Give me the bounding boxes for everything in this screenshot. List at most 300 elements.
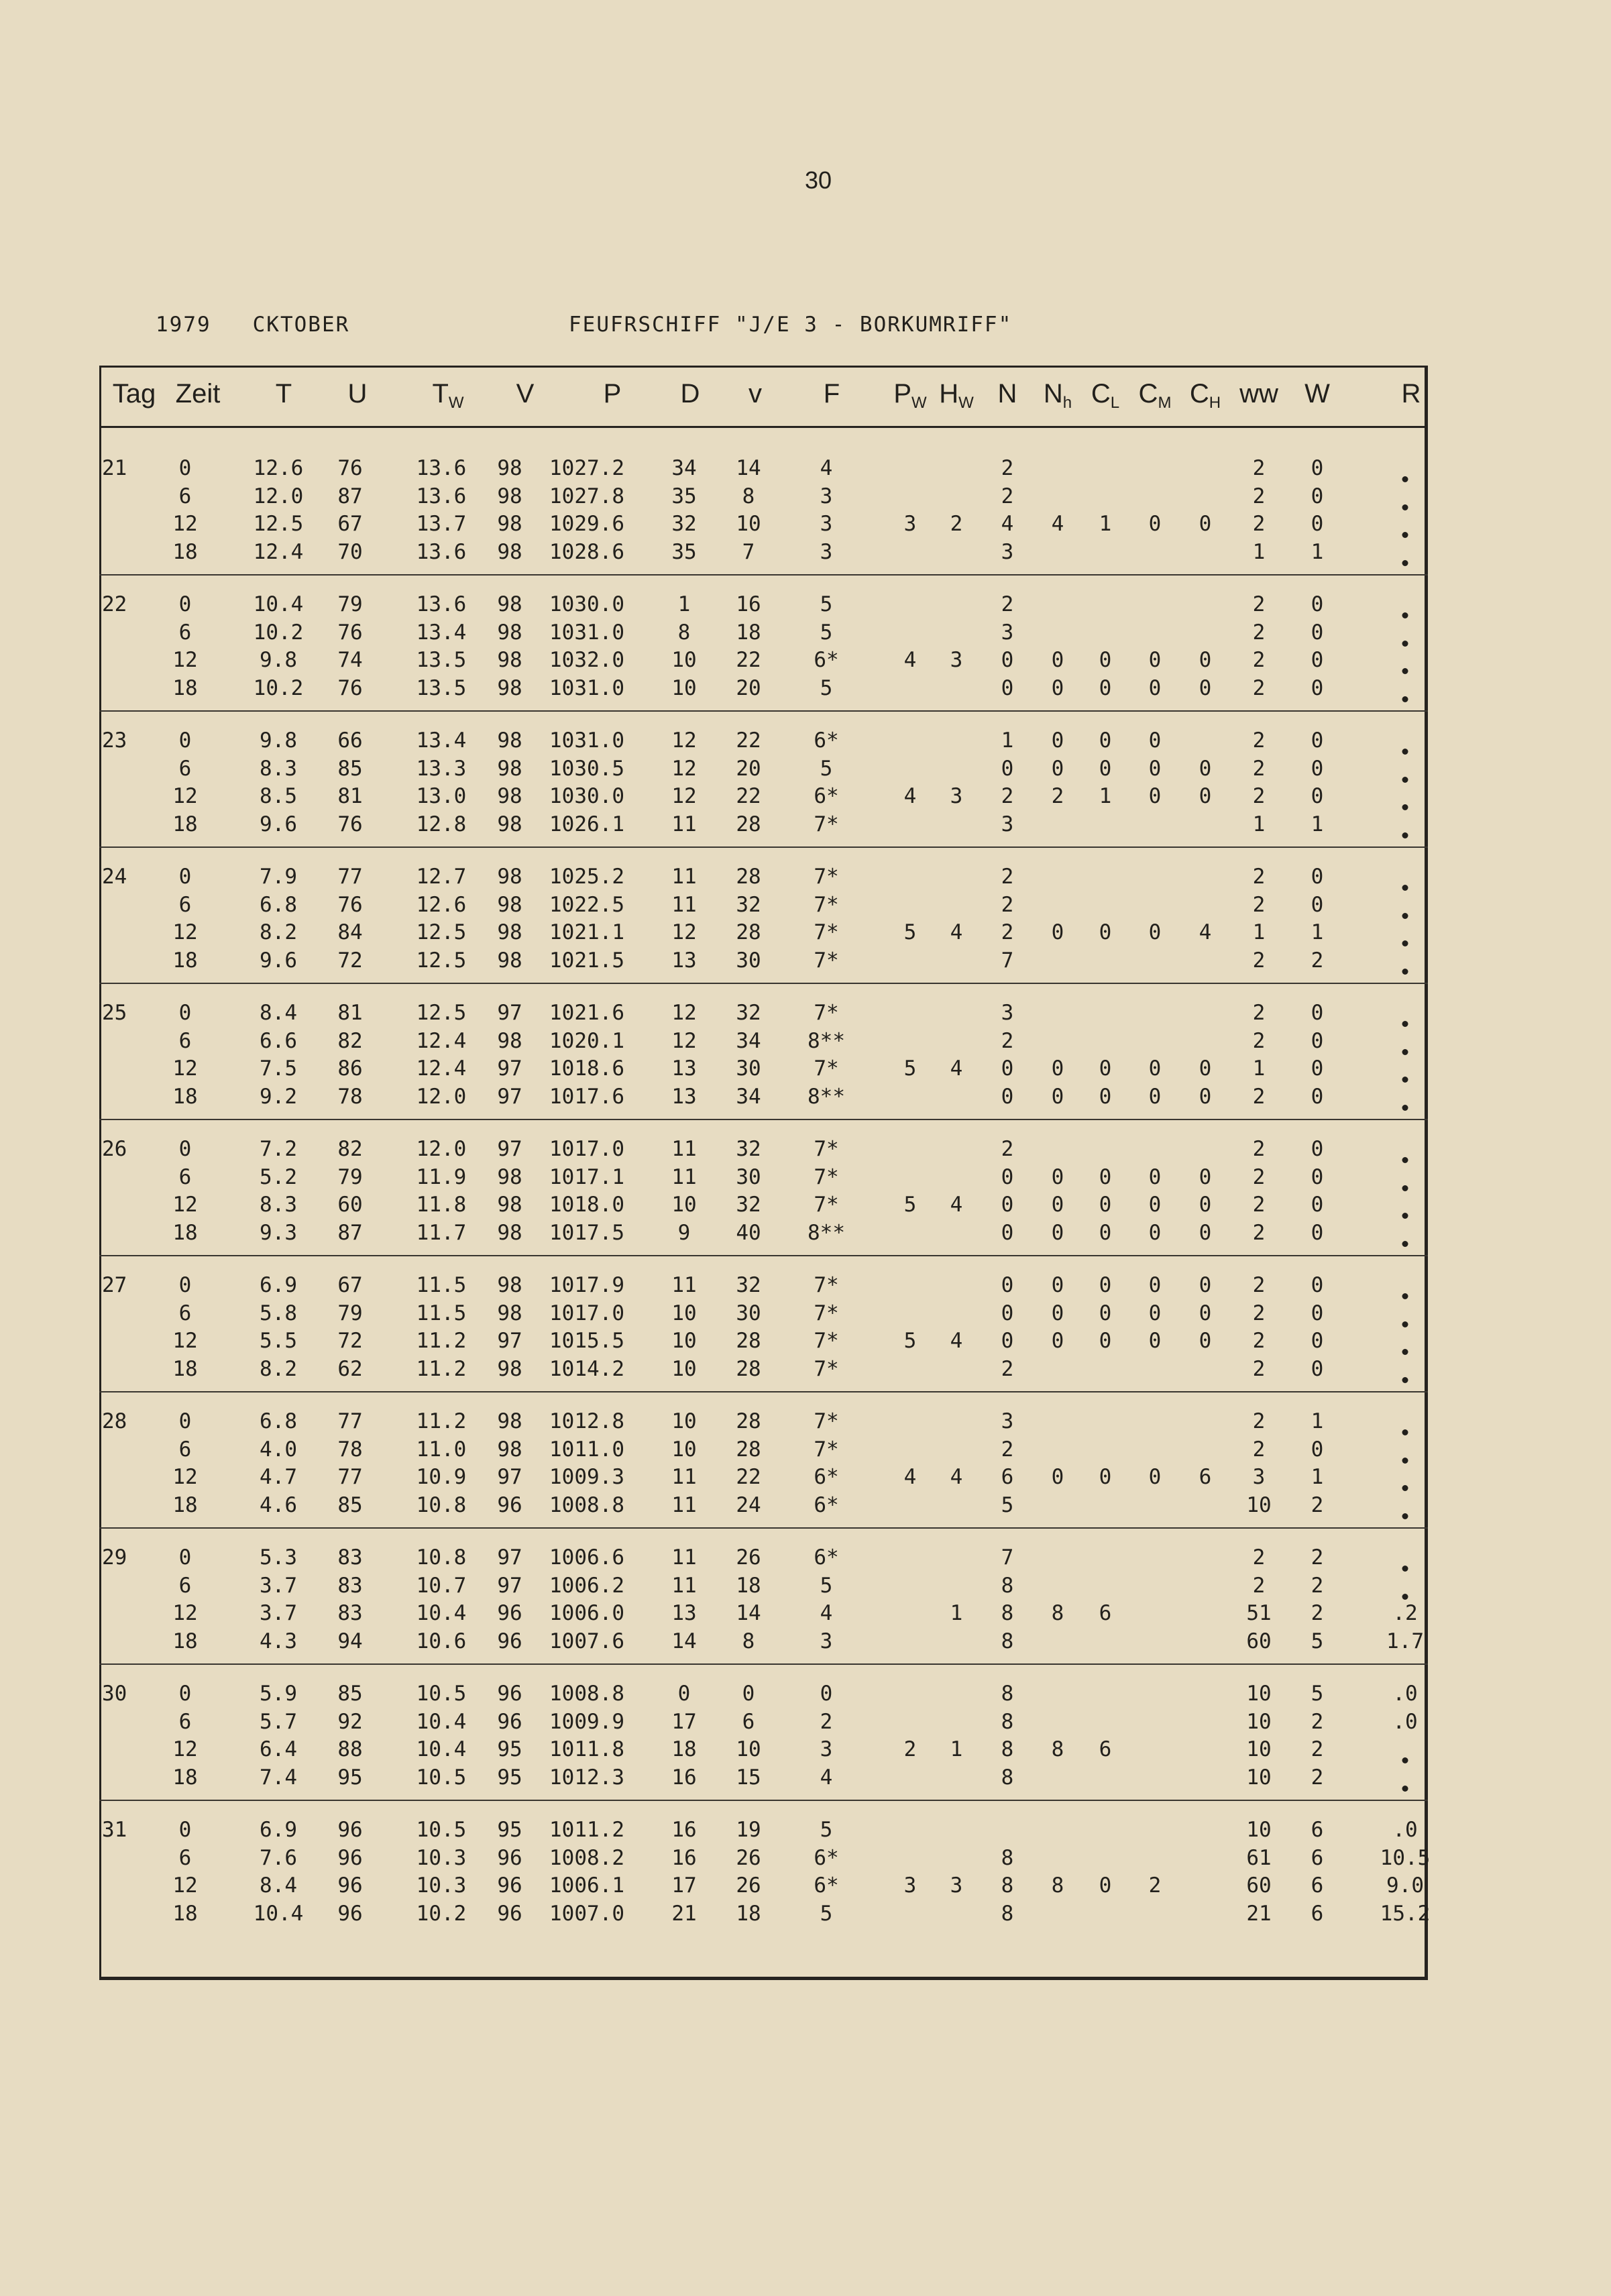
cell-u: 96 xyxy=(337,1818,363,1842)
cell-n: 2 xyxy=(1001,920,1014,944)
day-separator xyxy=(99,1527,1428,1529)
cell-cm: 0 xyxy=(1148,1220,1162,1245)
cell-u: 76 xyxy=(337,456,363,480)
cell-d: 11 xyxy=(671,1545,697,1570)
cell-f: 7* xyxy=(814,1273,839,1297)
cell-p: 1027.8 xyxy=(549,484,624,508)
cell-cl: 0 xyxy=(1099,1329,1112,1353)
cell-w: 0 xyxy=(1311,892,1324,917)
cell-nh: 0 xyxy=(1051,1164,1064,1189)
cell-tw: 10.5 xyxy=(416,1765,467,1790)
precip-trace-dot xyxy=(1402,749,1408,755)
cell-d: 1 xyxy=(677,592,691,616)
cell-t: 9.6 xyxy=(260,812,297,836)
cell-v: 98 xyxy=(497,892,522,917)
cell-p: 1007.6 xyxy=(549,1629,624,1653)
cell-n: 2 xyxy=(1001,1437,1014,1462)
day-separator xyxy=(99,574,1428,576)
cell-zeit: 6 xyxy=(178,1437,192,1462)
cell-ww: 2 xyxy=(1252,484,1266,508)
cell-tw: 11.5 xyxy=(416,1301,467,1325)
cell-n: 3 xyxy=(1001,1409,1014,1433)
cell-t: 6.8 xyxy=(260,892,297,917)
cell-u: 76 xyxy=(337,620,363,645)
cell-cm: 0 xyxy=(1148,1273,1162,1297)
column-header-ch: $C_H$ xyxy=(1189,379,1221,412)
day-separator xyxy=(99,983,1428,984)
cell-tw: 13.7 xyxy=(416,512,467,536)
cell-v: 26 xyxy=(736,1545,761,1570)
precip-trace-dot xyxy=(1402,1429,1408,1435)
cell-zeit: 18 xyxy=(172,812,198,836)
cell-d: 35 xyxy=(671,484,697,508)
cell-u: 87 xyxy=(337,484,363,508)
cell-v: 98 xyxy=(497,1193,522,1217)
cell-t: 12.5 xyxy=(253,512,304,536)
cell-n: 2 xyxy=(1001,484,1014,508)
cell-v: 98 xyxy=(497,728,522,753)
column-header-zeit: Zeit xyxy=(175,379,221,408)
cell-cm: 0 xyxy=(1148,512,1162,536)
cell-p: 1007.0 xyxy=(549,1901,624,1926)
precip-trace-dot xyxy=(1402,1185,1408,1191)
cell-tw: 12.5 xyxy=(416,1001,467,1025)
cell-d: 11 xyxy=(671,1164,697,1189)
cell-ch: 0 xyxy=(1199,756,1212,781)
cell-u: 96 xyxy=(337,1901,363,1926)
cell-zeit: 12 xyxy=(172,1329,198,1353)
precip-trace-dot xyxy=(1402,641,1408,647)
cell-v: 97 xyxy=(497,1573,522,1598)
cell-p: 1018.0 xyxy=(549,1193,624,1217)
cell-t: 9.8 xyxy=(260,728,297,753)
column-header-cl: $C_L$ xyxy=(1091,379,1120,412)
cell-u: 83 xyxy=(337,1601,363,1625)
cell-v: 26 xyxy=(736,1873,761,1898)
precip-trace-dot xyxy=(1402,804,1408,810)
cell-zeit: 0 xyxy=(178,1818,192,1842)
cell-d: 12 xyxy=(671,920,697,944)
cell-cm: 0 xyxy=(1148,1084,1162,1109)
cell-zeit: 12 xyxy=(172,1601,198,1625)
cell-hw: 3 xyxy=(950,784,963,808)
cell-v: 96 xyxy=(497,1873,522,1898)
cell-r: .2 xyxy=(1392,1601,1418,1625)
precip-trace-dot xyxy=(1402,668,1408,674)
cell-w: 0 xyxy=(1311,1193,1324,1217)
cell-ww: 1 xyxy=(1252,539,1266,564)
cell-f: 5 xyxy=(820,620,833,645)
cell-v: 28 xyxy=(736,920,761,944)
cell-t: 5.2 xyxy=(260,1164,297,1189)
cell-t: 5.8 xyxy=(260,1301,297,1325)
precip-trace-dot xyxy=(1402,1105,1408,1111)
cell-tw: 13.6 xyxy=(416,484,467,508)
cell-n: 3 xyxy=(1001,620,1014,645)
precip-trace-dot xyxy=(1402,1786,1408,1792)
cell-f: 3 xyxy=(820,539,833,564)
cell-v: 98 xyxy=(497,620,522,645)
cell-t: 7.4 xyxy=(260,1765,297,1790)
cell-cl: 6 xyxy=(1099,1737,1112,1761)
cell-v: 28 xyxy=(736,865,761,889)
cell-tw: 12.4 xyxy=(416,1028,467,1053)
cell-v: 95 xyxy=(497,1818,522,1842)
cell-u: 72 xyxy=(337,948,363,973)
cell-u: 67 xyxy=(337,1273,363,1297)
cell-v: 97 xyxy=(497,1056,522,1081)
cell-v: 28 xyxy=(736,1409,761,1433)
cell-ww: 2 xyxy=(1252,1356,1266,1381)
cell-nh: 0 xyxy=(1051,1301,1064,1325)
cell-pw: 4 xyxy=(903,1465,917,1489)
cell-pw: 2 xyxy=(903,1737,917,1761)
cell-ww: 2 xyxy=(1252,1164,1266,1189)
cell-d: 32 xyxy=(671,512,697,536)
cell-u: 86 xyxy=(337,1056,363,1081)
cell-ww: 2 xyxy=(1252,1329,1266,1353)
cell-t: 9.8 xyxy=(260,648,297,672)
cell-ww: 2 xyxy=(1252,675,1266,700)
cell-zeit: 0 xyxy=(178,456,192,480)
cell-tw: 11.2 xyxy=(416,1356,467,1381)
cell-v: 15 xyxy=(736,1765,761,1790)
cell-ww: 2 xyxy=(1252,728,1266,753)
cell-nh: 4 xyxy=(1051,512,1064,536)
cell-tw: 10.9 xyxy=(416,1465,467,1489)
cell-ww: 2 xyxy=(1252,1437,1266,1462)
precip-trace-dot xyxy=(1402,696,1408,702)
cell-p: 1017.0 xyxy=(549,1301,624,1325)
cell-f: 5 xyxy=(820,756,833,781)
cell-n: 8 xyxy=(1001,1573,1014,1598)
cell-cm: 0 xyxy=(1148,1301,1162,1325)
cell-cl: 0 xyxy=(1099,1273,1112,1297)
cell-nh: 2 xyxy=(1051,784,1064,808)
cell-p: 1008.8 xyxy=(549,1682,624,1706)
cell-t: 8.5 xyxy=(260,784,297,808)
cell-t: 8.2 xyxy=(260,1356,297,1381)
precip-trace-dot xyxy=(1402,1321,1408,1327)
cell-v: 97 xyxy=(497,1137,522,1161)
cell-hw: 1 xyxy=(950,1601,963,1625)
cell-ch: 0 xyxy=(1199,1084,1212,1109)
precip-trace-dot xyxy=(1402,1377,1408,1383)
cell-nh: 0 xyxy=(1051,1220,1064,1245)
cell-w: 0 xyxy=(1311,728,1324,753)
precip-trace-dot xyxy=(1402,1049,1408,1055)
cell-p: 1030.0 xyxy=(549,592,624,616)
cell-p: 1011.8 xyxy=(549,1737,624,1761)
cell-n: 8 xyxy=(1001,1601,1014,1625)
cell-n: 7 xyxy=(1001,1545,1014,1570)
cell-zeit: 6 xyxy=(178,1301,192,1325)
cell-n: 2 xyxy=(1001,1356,1014,1381)
cell-ch: 4 xyxy=(1199,920,1212,944)
cell-f: 2 xyxy=(820,1709,833,1734)
cell-u: 79 xyxy=(337,1301,363,1325)
cell-zeit: 0 xyxy=(178,728,192,753)
cell-ww: 10 xyxy=(1246,1737,1272,1761)
cell-p: 1006.1 xyxy=(549,1873,624,1898)
cell-f: 3 xyxy=(820,1629,833,1653)
cell-cl: 0 xyxy=(1099,920,1112,944)
cell-cl: 0 xyxy=(1099,675,1112,700)
cell-r: .0 xyxy=(1392,1709,1418,1734)
cell-ch: 0 xyxy=(1199,1329,1212,1353)
cell-w: 0 xyxy=(1311,756,1324,781)
cell-ch: 0 xyxy=(1199,784,1212,808)
cell-tw: 10.5 xyxy=(416,1682,467,1706)
cell-f: 3 xyxy=(820,1737,833,1761)
cell-ww: 2 xyxy=(1252,1137,1266,1161)
cell-u: 82 xyxy=(337,1028,363,1053)
column-header-n: N xyxy=(997,379,1017,408)
cell-ww: 2 xyxy=(1252,1001,1266,1025)
cell-u: 95 xyxy=(337,1765,363,1790)
cell-w: 1 xyxy=(1311,1465,1324,1489)
cell-t: 6.9 xyxy=(260,1818,297,1842)
cell-w: 6 xyxy=(1311,1818,1324,1842)
cell-f: 7* xyxy=(814,920,839,944)
cell-r: 15.2 xyxy=(1380,1901,1431,1926)
cell-u: 96 xyxy=(337,1845,363,1870)
cell-cl: 0 xyxy=(1099,1220,1112,1245)
cell-v: 22 xyxy=(736,728,761,753)
cell-zeit: 0 xyxy=(178,1001,192,1025)
cell-d: 11 xyxy=(671,1465,697,1489)
cell-zeit: 18 xyxy=(172,539,198,564)
cell-ch: 0 xyxy=(1199,1273,1212,1297)
cell-ww: 21 xyxy=(1246,1901,1272,1926)
cell-v: 98 xyxy=(497,1437,522,1462)
cell-d: 21 xyxy=(671,1901,697,1926)
cell-tw: 11.2 xyxy=(416,1409,467,1433)
cell-v: 30 xyxy=(736,1164,761,1189)
day-separator xyxy=(99,1663,1428,1665)
cell-ww: 2 xyxy=(1252,1573,1266,1598)
cell-d: 11 xyxy=(671,1137,697,1161)
cell-u: 92 xyxy=(337,1709,363,1734)
cell-u: 77 xyxy=(337,1409,363,1433)
cell-d: 11 xyxy=(671,892,697,917)
cell-d: 11 xyxy=(671,812,697,836)
cell-hw: 4 xyxy=(950,1329,963,1353)
cell-ww: 1 xyxy=(1252,812,1266,836)
cell-w: 2 xyxy=(1311,1545,1324,1570)
precip-trace-dot xyxy=(1402,832,1408,838)
cell-n: 3 xyxy=(1001,812,1014,836)
cell-u: 74 xyxy=(337,648,363,672)
precip-trace-dot xyxy=(1402,969,1408,975)
cell-t: 5.9 xyxy=(260,1682,297,1706)
cell-t: 6.4 xyxy=(260,1737,297,1761)
cell-cl: 0 xyxy=(1099,756,1112,781)
column-header-w: W xyxy=(1304,379,1330,408)
cell-v: 18 xyxy=(736,1901,761,1926)
cell-ch: 0 xyxy=(1199,1301,1212,1325)
cell-f: 7* xyxy=(814,1137,839,1161)
cell-zeit: 0 xyxy=(178,1137,192,1161)
cell-t: 12.6 xyxy=(253,456,304,480)
cell-v: 30 xyxy=(736,1056,761,1081)
day-label: 26 xyxy=(102,1137,127,1161)
cell-w: 0 xyxy=(1311,865,1324,889)
cell-tw: 13.6 xyxy=(416,592,467,616)
cell-w: 0 xyxy=(1311,1056,1324,1081)
cell-u: 85 xyxy=(337,756,363,781)
cell-n: 4 xyxy=(1001,512,1014,536)
cell-w: 1 xyxy=(1311,539,1324,564)
cell-d: 10 xyxy=(671,1356,697,1381)
page-number: 30 xyxy=(804,166,832,194)
cell-f: 7* xyxy=(814,812,839,836)
day-label: 21 xyxy=(102,456,127,480)
cell-n: 0 xyxy=(1001,648,1014,672)
cell-hw: 4 xyxy=(950,1056,963,1081)
cell-zeit: 18 xyxy=(172,948,198,973)
cell-v: 96 xyxy=(497,1601,522,1625)
cell-ww: 2 xyxy=(1252,948,1266,973)
cell-d: 35 xyxy=(671,539,697,564)
cell-p: 1022.5 xyxy=(549,892,624,917)
cell-u: 76 xyxy=(337,675,363,700)
cell-t: 3.7 xyxy=(260,1573,297,1598)
cell-r: 10.5 xyxy=(1380,1845,1431,1870)
cell-p: 1031.0 xyxy=(549,675,624,700)
cell-u: 87 xyxy=(337,1220,363,1245)
cell-tw: 13.5 xyxy=(416,648,467,672)
cell-ch: 0 xyxy=(1199,675,1212,700)
cell-zeit: 12 xyxy=(172,1737,198,1761)
day-separator xyxy=(99,710,1428,712)
cell-v: 34 xyxy=(736,1028,761,1053)
cell-f: 5 xyxy=(820,592,833,616)
cell-w: 0 xyxy=(1311,1220,1324,1245)
cell-zeit: 0 xyxy=(178,865,192,889)
cell-f: 4 xyxy=(820,1601,833,1625)
cell-f: 6* xyxy=(814,1845,839,1870)
cell-zeit: 0 xyxy=(178,1273,192,1297)
cell-w: 0 xyxy=(1311,1437,1324,1462)
cell-t: 4.7 xyxy=(260,1465,297,1489)
cell-n: 0 xyxy=(1001,1220,1014,1245)
cell-p: 1011.2 xyxy=(549,1818,624,1842)
cell-tw: 12.5 xyxy=(416,948,467,973)
cell-p: 1032.0 xyxy=(549,648,624,672)
cell-v: 98 xyxy=(497,1409,522,1433)
cell-w: 5 xyxy=(1311,1682,1324,1706)
day-label: 28 xyxy=(102,1409,127,1433)
cell-ww: 2 xyxy=(1252,865,1266,889)
cell-zeit: 6 xyxy=(178,756,192,781)
cell-u: 77 xyxy=(337,1465,363,1489)
cell-d: 11 xyxy=(671,865,697,889)
cell-d: 12 xyxy=(671,728,697,753)
cell-n: 1 xyxy=(1001,728,1014,753)
cell-v: 98 xyxy=(497,675,522,700)
cell-tw: 10.5 xyxy=(416,1818,467,1842)
cell-tw: 13.5 xyxy=(416,675,467,700)
cell-ww: 2 xyxy=(1252,1301,1266,1325)
cell-n: 2 xyxy=(1001,592,1014,616)
cell-w: 1 xyxy=(1311,1409,1324,1433)
precip-trace-dot xyxy=(1402,777,1408,783)
precip-trace-dot xyxy=(1402,1594,1408,1600)
cell-v: 16 xyxy=(736,592,761,616)
cell-f: 8** xyxy=(808,1084,845,1109)
cell-ww: 2 xyxy=(1252,1028,1266,1053)
cell-u: 76 xyxy=(337,892,363,917)
cell-d: 10 xyxy=(671,1301,697,1325)
cell-p: 1008.2 xyxy=(549,1845,624,1870)
cell-ww: 2 xyxy=(1252,1084,1266,1109)
cell-v: 18 xyxy=(736,1573,761,1598)
cell-v: 22 xyxy=(736,784,761,808)
precip-trace-dot xyxy=(1402,1458,1408,1464)
cell-ww: 1 xyxy=(1252,920,1266,944)
cell-p: 1017.1 xyxy=(549,1164,624,1189)
cell-d: 16 xyxy=(671,1818,697,1842)
cell-v: 30 xyxy=(736,948,761,973)
cell-cm: 2 xyxy=(1148,1873,1162,1898)
cell-p: 1006.6 xyxy=(549,1545,624,1570)
cell-u: 83 xyxy=(337,1573,363,1598)
cell-n: 0 xyxy=(1001,1164,1014,1189)
cell-nh: 0 xyxy=(1051,1056,1064,1081)
cell-p: 1021.1 xyxy=(549,920,624,944)
cell-v: 7 xyxy=(742,539,755,564)
cell-p: 1017.6 xyxy=(549,1084,624,1109)
cell-pw: 5 xyxy=(903,1329,917,1353)
cell-cm: 0 xyxy=(1148,675,1162,700)
cell-f: 7* xyxy=(814,892,839,917)
cell-t: 9.6 xyxy=(260,948,297,973)
column-header-tag: Tag xyxy=(112,379,156,408)
cell-f: 6* xyxy=(814,784,839,808)
precip-trace-dot xyxy=(1402,1241,1408,1247)
cell-ww: 10 xyxy=(1246,1818,1272,1842)
cell-v: 98 xyxy=(497,948,522,973)
cell-w: 5 xyxy=(1311,1629,1324,1653)
cell-f: 3 xyxy=(820,484,833,508)
cell-zeit: 6 xyxy=(178,1709,192,1734)
cell-p: 1031.0 xyxy=(549,728,624,753)
cell-zeit: 0 xyxy=(178,1545,192,1570)
cell-v: 28 xyxy=(736,1329,761,1353)
cell-t: 10.2 xyxy=(253,675,304,700)
cell-v: 32 xyxy=(736,1137,761,1161)
cell-u: 94 xyxy=(337,1629,363,1653)
day-separator xyxy=(99,1119,1428,1120)
cell-ww: 60 xyxy=(1246,1629,1272,1653)
cell-v: 98 xyxy=(497,1164,522,1189)
cell-d: 14 xyxy=(671,1629,697,1653)
column-header-pw: $P_W$ xyxy=(893,379,927,412)
cell-zeit: 6 xyxy=(178,1028,192,1053)
cell-ww: 60 xyxy=(1246,1873,1272,1898)
column-header-d: D xyxy=(680,379,700,408)
cell-zeit: 18 xyxy=(172,675,198,700)
cell-v: 96 xyxy=(497,1845,522,1870)
day-separator xyxy=(99,1800,1428,1801)
cell-zeit: 6 xyxy=(178,1845,192,1870)
cell-ww: 10 xyxy=(1246,1682,1272,1706)
cell-zeit: 12 xyxy=(172,784,198,808)
cell-cl: 0 xyxy=(1099,1465,1112,1489)
cell-v: 98 xyxy=(497,592,522,616)
cell-cm: 0 xyxy=(1148,756,1162,781)
